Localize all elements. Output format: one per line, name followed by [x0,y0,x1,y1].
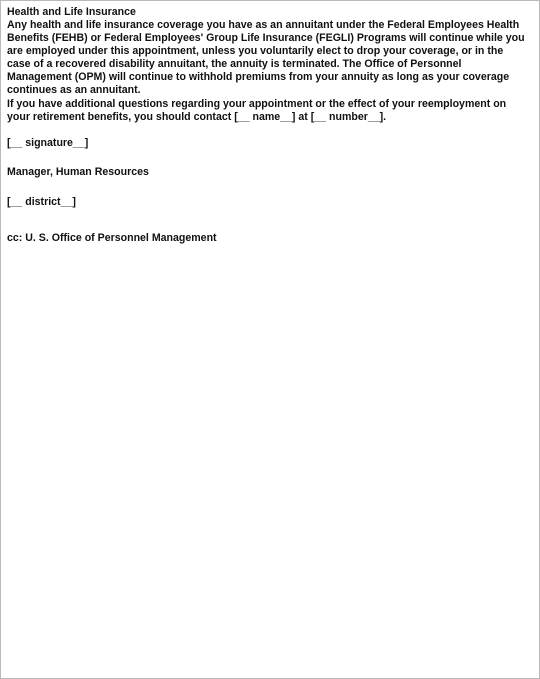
insurance-paragraph: Any health and life insurance coverage you have as an annuitant under the Federal Employees Health Benefits (FEHB) or Federal Employees' Group Life Insurance (FEGLI) Programs will continue while you are employed under this appointment, unless you voluntarily elect to drop your coverage, or in the case of a recovered disability annuitant, the annuity is terminated. The Office of Personnel Management (OPM) will continue to withhold premiums from your annuity as long as your coverage continues as an annuitant. [7,19,525,96]
signature-placeholder: [__ signature__] [7,137,89,149]
signer-title: Manager, Human Resources [7,166,149,178]
district-placeholder: [__ district__] [7,196,76,208]
section-heading: Health and Life Insurance [7,6,136,18]
cc-line: cc: U. S. Office of Personnel Management [7,232,217,244]
contact-paragraph: If you have additional questions regarding your appointment or the effect of your reemployment on your retirement benefits, you should contact [__ name__] at [__ number__]. [7,98,507,123]
